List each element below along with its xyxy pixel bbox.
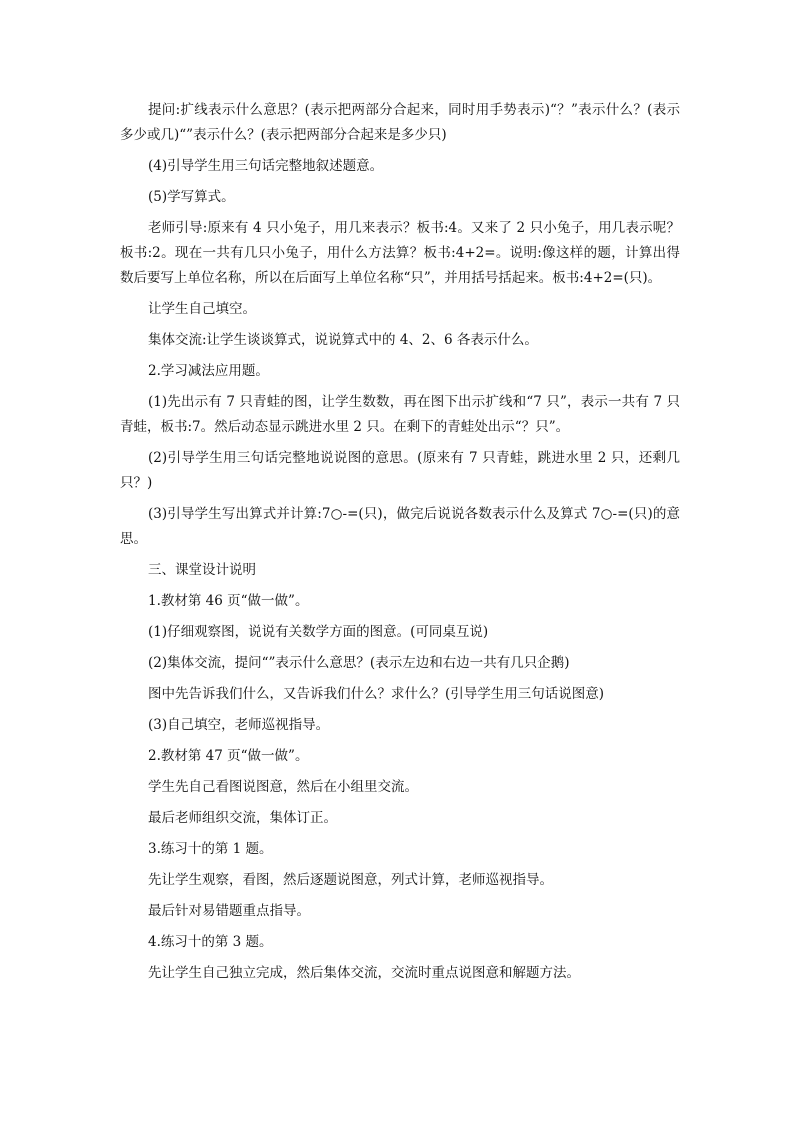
paragraph-item-1-question: 图中先告诉我们什么，又告诉我们什么？求什么？(引导学生用三句话说图意) — [148, 686, 605, 702]
paragraph-item-4-step-a: 先让学生自己独立完成，然后集体交流，交流时重点说图意和解题方法。 — [148, 965, 580, 981]
document-body — [120, 98, 680, 986]
paragraph-teacher-guide: 老师引导:原来有 4 只小兔子，用几来表示？板书:4。又来了 2 只小兔子，用几表示呢？板书:2。现在一共有几只小兔子，用什么方法算？板书:4+2=。说明:像这样的题，计算出得数后要写上单位名称，所以在后面写上单位名称“只”，并用括号括起来。板书:4+2=(只)。 — [120, 220, 680, 286]
paragraph-item-2-step-b: 最后老师组织交流，集体订正。 — [148, 810, 337, 826]
paragraph-fill-blank: 让学生自己填空。 — [148, 301, 256, 317]
paragraph-item-3-step-b: 最后针对易错题重点指导。 — [148, 903, 310, 919]
paragraph-item-1-step-2: (2)集体交流，提问“”表示什么意思？(表示左边和右边一共有几只企鹅) — [148, 655, 570, 671]
paragraph-frog-step-3: (3)引导学生写出算式并计算:7○-=(只)，做完后说说各数表示什么及算式 7○-=(只)的意思。 — [120, 506, 680, 547]
paragraph-subtraction-heading: 2.学习减法应用题。 — [148, 363, 269, 379]
paragraph-item-2: 2.教材第 47 页“做一做”。 — [148, 748, 309, 764]
paragraph-group-exchange: 集体交流:让学生谈谈算式，说说算式中的 4、2、6 各表示什么。 — [148, 332, 538, 348]
paragraph-step-5: (5)学写算式。 — [148, 189, 235, 205]
paragraph-item-2-step-a: 学生先自己看图说图意，然后在小组里交流。 — [148, 779, 418, 795]
paragraph-item-1-step-1: (1)仔细观察图，说说有关数学方面的图意。(可同桌互说) — [148, 624, 489, 640]
paragraph-item-3: 3.练习十的第 1 题。 — [148, 841, 273, 857]
paragraph-item-3-step-a: 先让学生观察，看图，然后逐题说图意，列式计算，老师巡视指导。 — [148, 872, 553, 888]
paragraph-frog-step-2: (2)引导学生用三句话完整地说说图的意思。(原来有 7 只青蛙，跳进水里 2 只，还剩几只？) — [120, 450, 680, 491]
paragraph-step-4: (4)引导学生用三句话完整地叙述题意。 — [148, 158, 384, 174]
paragraph-item-1: 1.教材第 46 页“做一做”。 — [148, 593, 309, 609]
paragraph-frog-step-1: (1)先出示有 7 只青蛙的图，让学生数数，再在图下出示扩线和“7 只”，表示一共有 7 只青蛙，板书:7。然后动态显示跳进水里 2 只。在剩下的青蛙处出示“？只”。 — [120, 394, 680, 435]
paragraph-question-line: 提问:扩线表示什么意思？(表示把两部分合起来，同时用手势表示)“？”表示什么？(表示多少或几)“”表示什么？(表示把两部分合起来是多少只) — [120, 102, 680, 143]
paragraph-item-1-step-3: (3)自己填空，老师巡视指导。 — [148, 717, 330, 733]
section-heading-design-notes: 三、课堂设计说明 — [148, 562, 256, 578]
paragraph-item-4: 4.练习十的第 3 题。 — [148, 934, 273, 950]
